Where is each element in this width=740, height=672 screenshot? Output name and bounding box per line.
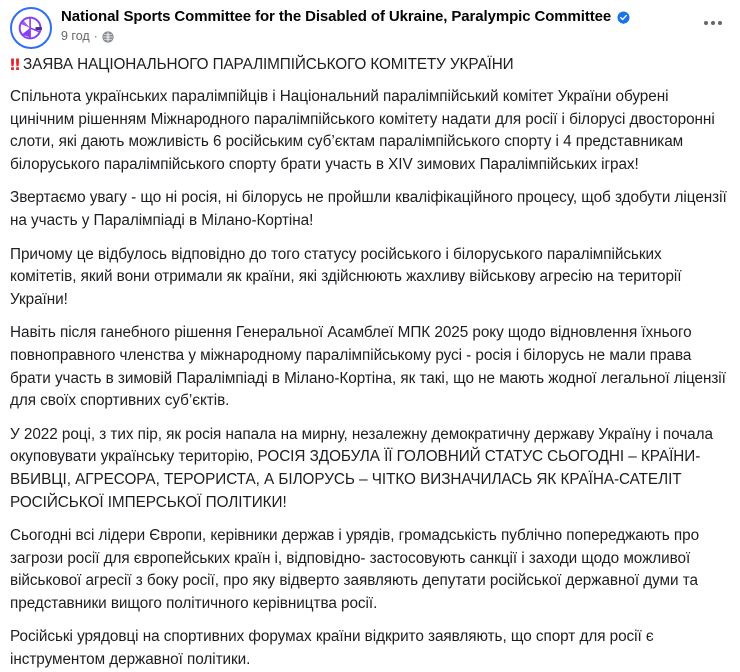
- post-paragraph: Навіть після ганебного рішення Генеральної Асамблеї МПК 2025 року щодо відновлення їхнього повноправного членства у міжнародному паралімпійському русі - росія і білорусь не мали права брати участь в зимовій Паралімпіаді в Мілано-Кортіна, як такі, що не мають жодної легальної ліцензії для своїх спортивних суб’єктів.: [10, 324, 726, 410]
- post-timestamp[interactable]: 9 год: [61, 29, 90, 43]
- post-paragraph: У 2022 році, з тих пір, як росія напала на мирну, незалежну демократичну державу Україну і почала окуповувати українську територію, РОСІЯ ЗДОБУЛА ЇЇ ГОЛОВНИЙ СТАТУС СЬОГОДНІ – КРАЇНИ-ВБИВЦІ, АГРЕСОРА, ТЕРОРИСТА, А БІЛОРУСЬ – ЧІТКО ВИЗНАЧИЛАСЬ ЯК КРАЇНА-САТЕЛІТ РОСІЙСЬКОЇ ІМПЕРСЬКОЇ ПОЛІТИКИ!: [10, 425, 713, 511]
- avatar[interactable]: [10, 7, 52, 49]
- post-headline: [10, 54, 728, 76]
- post-paragraph: Причому це відбулось відповідно до того статусу російського і білоруського паралімпійських комітетів, який вони отримали як країни, які здійснюють жахливу військову агресію на території України!: [10, 245, 682, 308]
- post-paragraph: Спільнота українських паралімпійців і Національний паралімпійський комітет України обурені цинічним рішенням Міжнародного паралімпійського комітету надати для росії і білорусі двосторонні слоти, які дають можливість 6 російським суб’єктам паралімпійського спорту і 4 представникам білоруського паралімпійського спорту брати участь в XIV зимових Паралімпійських іграх!: [10, 88, 715, 173]
- paralympic-logo-icon: [12, 9, 50, 47]
- page-name[interactable]: National Sports Committee for the Disabled of Ukraine, Paralympic Committee: [61, 8, 612, 25]
- post-paragraph: Російські урядовці на спортивних форумах країни відкрито заявляють, що спорт для росії є інструментом державної політики.: [10, 628, 654, 669]
- post-paragraph: Сьогодні всі лідери Європи, керівники держав і урядів, громадськість публічно попереджають про загрози росії для європейських країн і, відповідно- застосовують санкції і заходи щодо можливої військової агресії з боку росії, про яку відверто заявляють депутати російської державної думи та представники вищого політичного керівництва росії.: [10, 527, 700, 612]
- post-meta: [61, 29, 630, 44]
- globe-icon[interactable]: [102, 31, 114, 43]
- ellipsis-icon: [704, 21, 722, 25]
- post-options-button[interactable]: [698, 8, 728, 38]
- post-body: [0, 54, 740, 672]
- post-paragraph: Звертаємо увагу - що ні росія, ні білорусь не пройшли кваліфікаційного процесу, щоб здобути ліцензії на участь у Паралімпіаді в Мілано-Кортіна!: [10, 189, 727, 229]
- meta-separator: ·: [93, 29, 98, 43]
- verified-badge-icon: [617, 11, 630, 24]
- page-name-row: [61, 7, 630, 26]
- post-header-text: [61, 6, 630, 44]
- double-exclamation-icon: ‼: [10, 55, 20, 74]
- post-headline-text: ЗАЯВА НАЦІОНАЛЬНОГО ПАРАЛІМПІЙСЬКОГО КОМІТЕТУ УКРАЇНИ: [23, 56, 514, 73]
- post-header: [0, 0, 740, 48]
